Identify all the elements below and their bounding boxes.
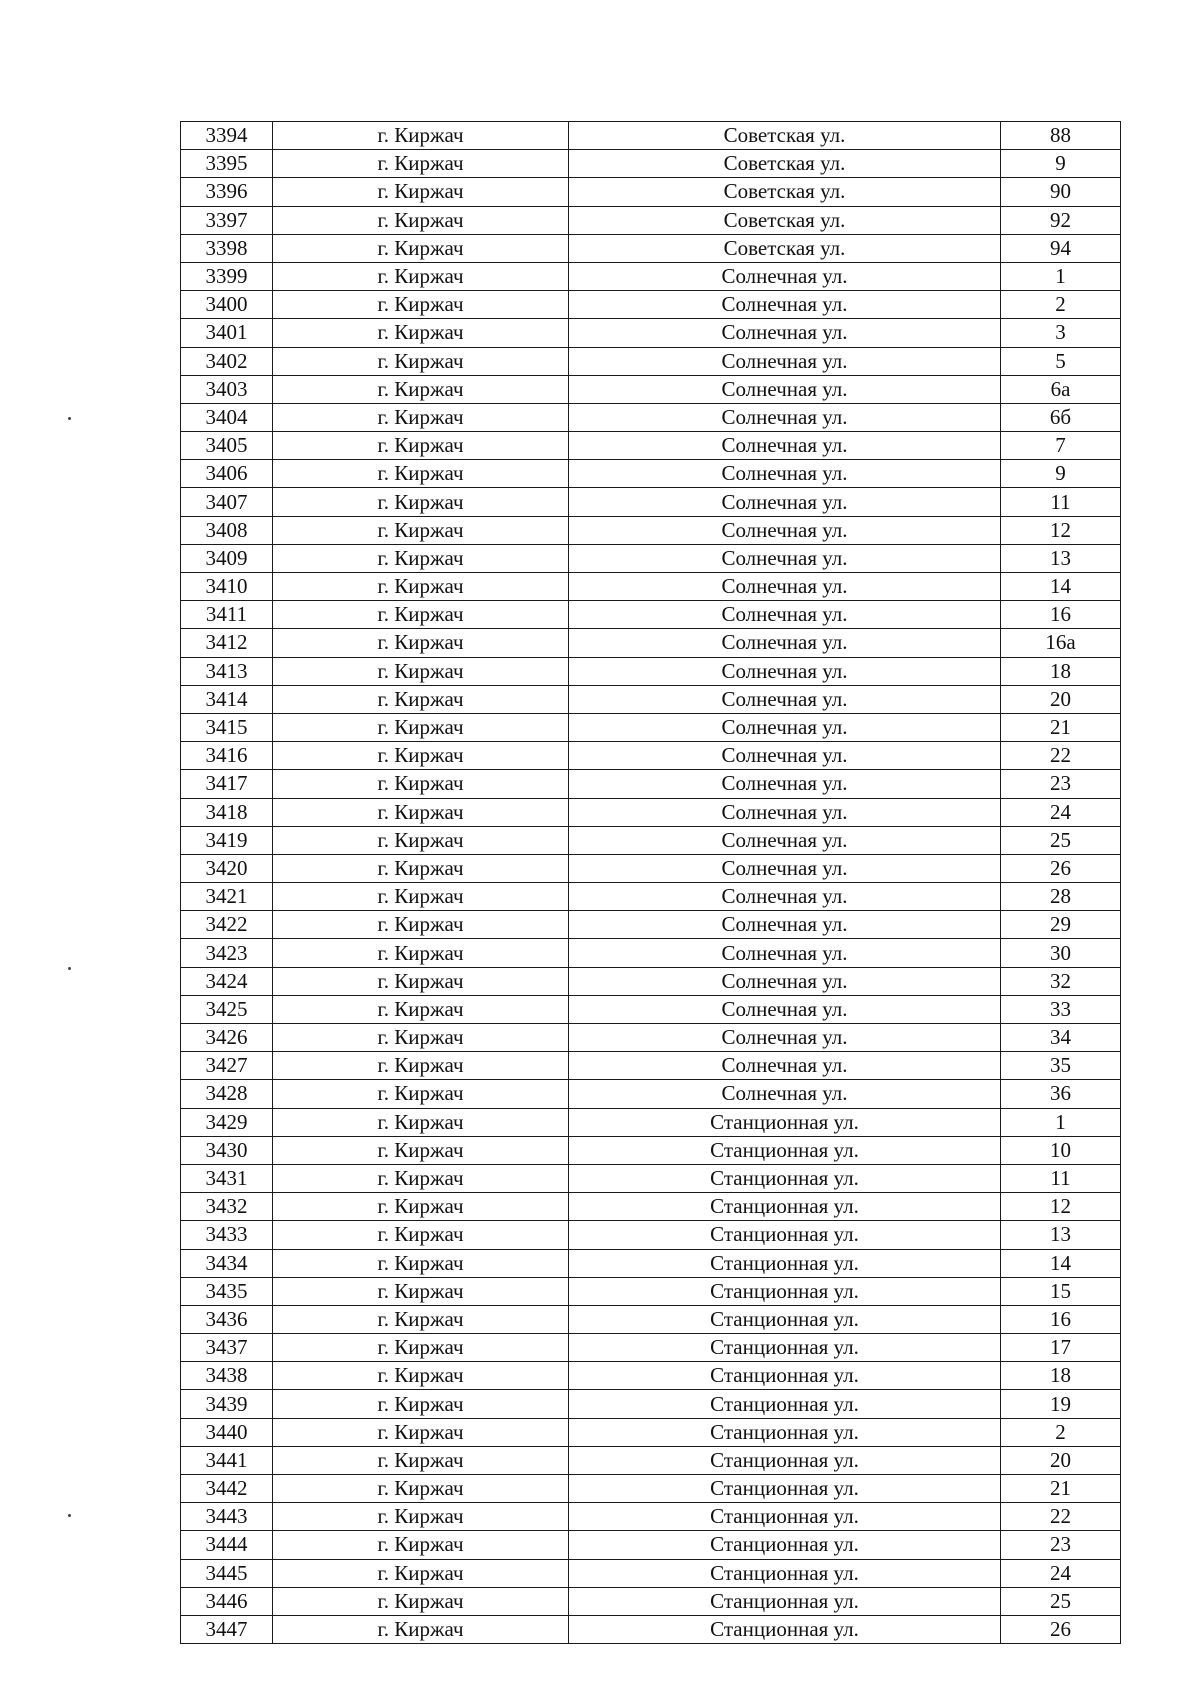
- row-number-cell: 3423: [181, 939, 273, 967]
- table-row: [181, 826, 1121, 854]
- house-number-cell: 12: [1001, 1193, 1121, 1221]
- city-cell: г. Киржач: [273, 234, 569, 262]
- row-number-cell: 3442: [181, 1475, 273, 1503]
- table-row: [181, 460, 1121, 488]
- house-number-cell: 5: [1001, 347, 1121, 375]
- city-cell: г. Киржач: [273, 122, 569, 150]
- house-number-cell: 26: [1001, 1615, 1121, 1643]
- row-number-cell: 3404: [181, 403, 273, 431]
- street-cell: Солнечная ул.: [569, 854, 1001, 882]
- table-row: [181, 291, 1121, 319]
- row-number-cell: 3414: [181, 685, 273, 713]
- row-number-cell: 3447: [181, 1615, 273, 1643]
- table-row: [181, 1024, 1121, 1052]
- row-number-cell: 3436: [181, 1305, 273, 1333]
- house-number-cell: 26: [1001, 854, 1121, 882]
- city-cell: г. Киржач: [273, 460, 569, 488]
- city-cell: г. Киржач: [273, 488, 569, 516]
- city-cell: г. Киржач: [273, 347, 569, 375]
- table-row: [181, 262, 1121, 290]
- street-cell: Солнечная ул.: [569, 319, 1001, 347]
- city-cell: г. Киржач: [273, 432, 569, 460]
- street-cell: Солнечная ул.: [569, 516, 1001, 544]
- house-number-cell: 16: [1001, 601, 1121, 629]
- address-table-body: [181, 122, 1121, 1644]
- row-number-cell: 3416: [181, 742, 273, 770]
- street-cell: Станционная ул.: [569, 1362, 1001, 1390]
- table-row: [181, 488, 1121, 516]
- house-number-cell: 2: [1001, 291, 1121, 319]
- table-row: [181, 1615, 1121, 1643]
- street-cell: Станционная ул.: [569, 1136, 1001, 1164]
- street-cell: Солнечная ул.: [569, 573, 1001, 601]
- row-number-cell: 3437: [181, 1334, 273, 1362]
- table-row: [181, 1305, 1121, 1333]
- house-number-cell: 88: [1001, 122, 1121, 150]
- house-number-cell: 24: [1001, 1559, 1121, 1587]
- city-cell: г. Киржач: [273, 1615, 569, 1643]
- table-row: [181, 432, 1121, 460]
- table-row: [181, 375, 1121, 403]
- table-row: [181, 1277, 1121, 1305]
- city-cell: г. Киржач: [273, 1334, 569, 1362]
- street-cell: Станционная ул.: [569, 1475, 1001, 1503]
- street-cell: Солнечная ул.: [569, 488, 1001, 516]
- city-cell: г. Киржач: [273, 150, 569, 178]
- row-number-cell: 3413: [181, 657, 273, 685]
- house-number-cell: 9: [1001, 460, 1121, 488]
- street-cell: Солнечная ул.: [569, 713, 1001, 741]
- row-number-cell: 3433: [181, 1221, 273, 1249]
- street-cell: Советская ул.: [569, 122, 1001, 150]
- table-row: [181, 516, 1121, 544]
- table-row: [181, 1052, 1121, 1080]
- city-cell: г. Киржач: [273, 291, 569, 319]
- table-row: [181, 995, 1121, 1023]
- street-cell: Солнечная ул.: [569, 1052, 1001, 1080]
- house-number-cell: 3: [1001, 319, 1121, 347]
- table-row: [181, 1164, 1121, 1192]
- city-cell: г. Киржач: [273, 1559, 569, 1587]
- row-number-cell: 3397: [181, 206, 273, 234]
- street-cell: Станционная ул.: [569, 1390, 1001, 1418]
- table-row: [181, 403, 1121, 431]
- city-cell: г. Киржач: [273, 1108, 569, 1136]
- table-row: [181, 1531, 1121, 1559]
- row-number-cell: 3428: [181, 1080, 273, 1108]
- city-cell: г. Киржач: [273, 319, 569, 347]
- house-number-cell: 20: [1001, 1446, 1121, 1474]
- row-number-cell: 3409: [181, 544, 273, 572]
- table-row: [181, 1136, 1121, 1164]
- street-cell: Советская ул.: [569, 178, 1001, 206]
- street-cell: Солнечная ул.: [569, 742, 1001, 770]
- row-number-cell: 3424: [181, 967, 273, 995]
- house-number-cell: 34: [1001, 1024, 1121, 1052]
- house-number-cell: 25: [1001, 826, 1121, 854]
- street-cell: Солнечная ул.: [569, 1024, 1001, 1052]
- city-cell: г. Киржач: [273, 742, 569, 770]
- row-number-cell: 3422: [181, 911, 273, 939]
- city-cell: г. Киржач: [273, 1024, 569, 1052]
- table-row: [181, 798, 1121, 826]
- scan-speck: [68, 1514, 71, 1517]
- street-cell: Солнечная ул.: [569, 826, 1001, 854]
- street-cell: Солнечная ул.: [569, 911, 1001, 939]
- street-cell: Советская ул.: [569, 234, 1001, 262]
- row-number-cell: 3403: [181, 375, 273, 403]
- row-number-cell: 3395: [181, 150, 273, 178]
- row-number-cell: 3426: [181, 1024, 273, 1052]
- row-number-cell: 3418: [181, 798, 273, 826]
- city-cell: г. Киржач: [273, 770, 569, 798]
- row-number-cell: 3417: [181, 770, 273, 798]
- table-row: [181, 601, 1121, 629]
- city-cell: г. Киржач: [273, 685, 569, 713]
- city-cell: г. Киржач: [273, 1249, 569, 1277]
- street-cell: Солнечная ул.: [569, 375, 1001, 403]
- street-cell: Солнечная ул.: [569, 939, 1001, 967]
- row-number-cell: 3408: [181, 516, 273, 544]
- city-cell: г. Киржач: [273, 206, 569, 234]
- house-number-cell: 24: [1001, 798, 1121, 826]
- street-cell: Солнечная ул.: [569, 629, 1001, 657]
- city-cell: г. Киржач: [273, 854, 569, 882]
- row-number-cell: 3415: [181, 713, 273, 741]
- city-cell: г. Киржач: [273, 1446, 569, 1474]
- house-number-cell: 2: [1001, 1418, 1121, 1446]
- city-cell: г. Киржач: [273, 1503, 569, 1531]
- city-cell: г. Киржач: [273, 1390, 569, 1418]
- house-number-cell: 7: [1001, 432, 1121, 460]
- city-cell: г. Киржач: [273, 516, 569, 544]
- row-number-cell: 3430: [181, 1136, 273, 1164]
- house-number-cell: 30: [1001, 939, 1121, 967]
- city-cell: г. Киржач: [273, 1531, 569, 1559]
- house-number-cell: 1: [1001, 1108, 1121, 1136]
- city-cell: г. Киржач: [273, 629, 569, 657]
- street-cell: Солнечная ул.: [569, 544, 1001, 572]
- table-row: [181, 685, 1121, 713]
- table-row: [181, 1418, 1121, 1446]
- street-cell: Солнечная ул.: [569, 1080, 1001, 1108]
- row-number-cell: 3405: [181, 432, 273, 460]
- city-cell: г. Киржач: [273, 262, 569, 290]
- table-row: [181, 178, 1121, 206]
- row-number-cell: 3400: [181, 291, 273, 319]
- house-number-cell: 6а: [1001, 375, 1121, 403]
- table-row: [181, 770, 1121, 798]
- table-row: [181, 1221, 1121, 1249]
- house-number-cell: 32: [1001, 967, 1121, 995]
- row-number-cell: 3420: [181, 854, 273, 882]
- street-cell: Солнечная ул.: [569, 657, 1001, 685]
- house-number-cell: 20: [1001, 685, 1121, 713]
- street-cell: Солнечная ул.: [569, 432, 1001, 460]
- address-table: [180, 121, 1121, 1644]
- house-number-cell: 19: [1001, 1390, 1121, 1418]
- row-number-cell: 3399: [181, 262, 273, 290]
- house-number-cell: 14: [1001, 573, 1121, 601]
- table-row: [181, 1249, 1121, 1277]
- street-cell: Солнечная ул.: [569, 770, 1001, 798]
- row-number-cell: 3402: [181, 347, 273, 375]
- table-row: [181, 573, 1121, 601]
- table-row: [181, 713, 1121, 741]
- house-number-cell: 36: [1001, 1080, 1121, 1108]
- table-row: [181, 1587, 1121, 1615]
- house-number-cell: 90: [1001, 178, 1121, 206]
- row-number-cell: 3406: [181, 460, 273, 488]
- house-number-cell: 10: [1001, 1136, 1121, 1164]
- street-cell: Станционная ул.: [569, 1249, 1001, 1277]
- house-number-cell: 11: [1001, 1164, 1121, 1192]
- row-number-cell: 3435: [181, 1277, 273, 1305]
- house-number-cell: 11: [1001, 488, 1121, 516]
- city-cell: г. Киржач: [273, 544, 569, 572]
- table-row: [181, 1559, 1121, 1587]
- city-cell: г. Киржач: [273, 995, 569, 1023]
- row-number-cell: 3394: [181, 122, 273, 150]
- scan-speck: [68, 967, 71, 970]
- row-number-cell: 3434: [181, 1249, 273, 1277]
- table-row: [181, 1503, 1121, 1531]
- row-number-cell: 3407: [181, 488, 273, 516]
- street-cell: Станционная ул.: [569, 1559, 1001, 1587]
- row-number-cell: 3441: [181, 1446, 273, 1474]
- city-cell: г. Киржач: [273, 1418, 569, 1446]
- city-cell: г. Киржач: [273, 1362, 569, 1390]
- table-row: [181, 967, 1121, 995]
- row-number-cell: 3432: [181, 1193, 273, 1221]
- row-number-cell: 3446: [181, 1587, 273, 1615]
- house-number-cell: 13: [1001, 544, 1121, 572]
- row-number-cell: 3429: [181, 1108, 273, 1136]
- house-number-cell: 94: [1001, 234, 1121, 262]
- row-number-cell: 3439: [181, 1390, 273, 1418]
- street-cell: Станционная ул.: [569, 1446, 1001, 1474]
- table-row: [181, 1390, 1121, 1418]
- street-cell: Станционная ул.: [569, 1503, 1001, 1531]
- street-cell: Солнечная ул.: [569, 262, 1001, 290]
- city-cell: г. Киржач: [273, 1164, 569, 1192]
- city-cell: г. Киржач: [273, 713, 569, 741]
- city-cell: г. Киржач: [273, 375, 569, 403]
- city-cell: г. Киржач: [273, 657, 569, 685]
- house-number-cell: 22: [1001, 1503, 1121, 1531]
- row-number-cell: 3419: [181, 826, 273, 854]
- house-number-cell: 22: [1001, 742, 1121, 770]
- row-number-cell: 3444: [181, 1531, 273, 1559]
- row-number-cell: 3401: [181, 319, 273, 347]
- city-cell: г. Киржач: [273, 1277, 569, 1305]
- city-cell: г. Киржач: [273, 403, 569, 431]
- table-row: [181, 1080, 1121, 1108]
- city-cell: г. Киржач: [273, 1193, 569, 1221]
- street-cell: Советская ул.: [569, 206, 1001, 234]
- house-number-cell: 18: [1001, 657, 1121, 685]
- row-number-cell: 3421: [181, 883, 273, 911]
- row-number-cell: 3425: [181, 995, 273, 1023]
- street-cell: Станционная ул.: [569, 1221, 1001, 1249]
- table-row: [181, 1446, 1121, 1474]
- house-number-cell: 23: [1001, 1531, 1121, 1559]
- street-cell: Солнечная ул.: [569, 460, 1001, 488]
- table-row: [181, 657, 1121, 685]
- city-cell: г. Киржач: [273, 1305, 569, 1333]
- row-number-cell: 3396: [181, 178, 273, 206]
- street-cell: Солнечная ул.: [569, 291, 1001, 319]
- table-row: [181, 347, 1121, 375]
- row-number-cell: 3411: [181, 601, 273, 629]
- city-cell: г. Киржач: [273, 1052, 569, 1080]
- street-cell: Станционная ул.: [569, 1164, 1001, 1192]
- row-number-cell: 3440: [181, 1418, 273, 1446]
- city-cell: г. Киржач: [273, 967, 569, 995]
- street-cell: Станционная ул.: [569, 1531, 1001, 1559]
- table-row: [181, 150, 1121, 178]
- table-row: [181, 1108, 1121, 1136]
- house-number-cell: 28: [1001, 883, 1121, 911]
- city-cell: г. Киржач: [273, 883, 569, 911]
- row-number-cell: 3410: [181, 573, 273, 601]
- city-cell: г. Киржач: [273, 939, 569, 967]
- house-number-cell: 23: [1001, 770, 1121, 798]
- city-cell: г. Киржач: [273, 1587, 569, 1615]
- street-cell: Солнечная ул.: [569, 967, 1001, 995]
- row-number-cell: 3438: [181, 1362, 273, 1390]
- street-cell: Солнечная ул.: [569, 685, 1001, 713]
- table-row: [181, 234, 1121, 262]
- city-cell: г. Киржач: [273, 826, 569, 854]
- table-row: [181, 629, 1121, 657]
- scan-speck: [68, 417, 71, 420]
- table-row: [181, 544, 1121, 572]
- street-cell: Солнечная ул.: [569, 347, 1001, 375]
- row-number-cell: 3427: [181, 1052, 273, 1080]
- house-number-cell: 1: [1001, 262, 1121, 290]
- row-number-cell: 3398: [181, 234, 273, 262]
- table-row: [181, 911, 1121, 939]
- city-cell: г. Киржач: [273, 1221, 569, 1249]
- house-number-cell: 16: [1001, 1305, 1121, 1333]
- house-number-cell: 17: [1001, 1334, 1121, 1362]
- house-number-cell: 21: [1001, 1475, 1121, 1503]
- house-number-cell: 18: [1001, 1362, 1121, 1390]
- street-cell: Станционная ул.: [569, 1277, 1001, 1305]
- house-number-cell: 9: [1001, 150, 1121, 178]
- table-row: [181, 1475, 1121, 1503]
- house-number-cell: 6б: [1001, 403, 1121, 431]
- street-cell: Солнечная ул.: [569, 883, 1001, 911]
- house-number-cell: 15: [1001, 1277, 1121, 1305]
- street-cell: Станционная ул.: [569, 1305, 1001, 1333]
- row-number-cell: 3445: [181, 1559, 273, 1587]
- house-number-cell: 12: [1001, 516, 1121, 544]
- table-row: [181, 742, 1121, 770]
- table-row: [181, 1334, 1121, 1362]
- house-number-cell: 21: [1001, 713, 1121, 741]
- table-row: [181, 1193, 1121, 1221]
- street-cell: Станционная ул.: [569, 1334, 1001, 1362]
- street-cell: Солнечная ул.: [569, 798, 1001, 826]
- row-number-cell: 3443: [181, 1503, 273, 1531]
- row-number-cell: 3412: [181, 629, 273, 657]
- table-row: [181, 1362, 1121, 1390]
- city-cell: г. Киржач: [273, 178, 569, 206]
- street-cell: Советская ул.: [569, 150, 1001, 178]
- street-cell: Солнечная ул.: [569, 601, 1001, 629]
- street-cell: Станционная ул.: [569, 1615, 1001, 1643]
- city-cell: г. Киржач: [273, 601, 569, 629]
- house-number-cell: 35: [1001, 1052, 1121, 1080]
- house-number-cell: 14: [1001, 1249, 1121, 1277]
- house-number-cell: 29: [1001, 911, 1121, 939]
- city-cell: г. Киржач: [273, 573, 569, 601]
- city-cell: г. Киржач: [273, 911, 569, 939]
- table-row: [181, 206, 1121, 234]
- city-cell: г. Киржач: [273, 1475, 569, 1503]
- street-cell: Станционная ул.: [569, 1193, 1001, 1221]
- house-number-cell: 16а: [1001, 629, 1121, 657]
- row-number-cell: 3431: [181, 1164, 273, 1192]
- table-row: [181, 883, 1121, 911]
- street-cell: Станционная ул.: [569, 1108, 1001, 1136]
- table-row: [181, 939, 1121, 967]
- city-cell: г. Киржач: [273, 1080, 569, 1108]
- table-row: [181, 122, 1121, 150]
- table-row: [181, 319, 1121, 347]
- street-cell: Станционная ул.: [569, 1587, 1001, 1615]
- house-number-cell: 92: [1001, 206, 1121, 234]
- street-cell: Солнечная ул.: [569, 403, 1001, 431]
- house-number-cell: 33: [1001, 995, 1121, 1023]
- city-cell: г. Киржач: [273, 1136, 569, 1164]
- street-cell: Солнечная ул.: [569, 995, 1001, 1023]
- house-number-cell: 25: [1001, 1587, 1121, 1615]
- house-number-cell: 13: [1001, 1221, 1121, 1249]
- city-cell: г. Киржач: [273, 798, 569, 826]
- table-row: [181, 854, 1121, 882]
- street-cell: Станционная ул.: [569, 1418, 1001, 1446]
